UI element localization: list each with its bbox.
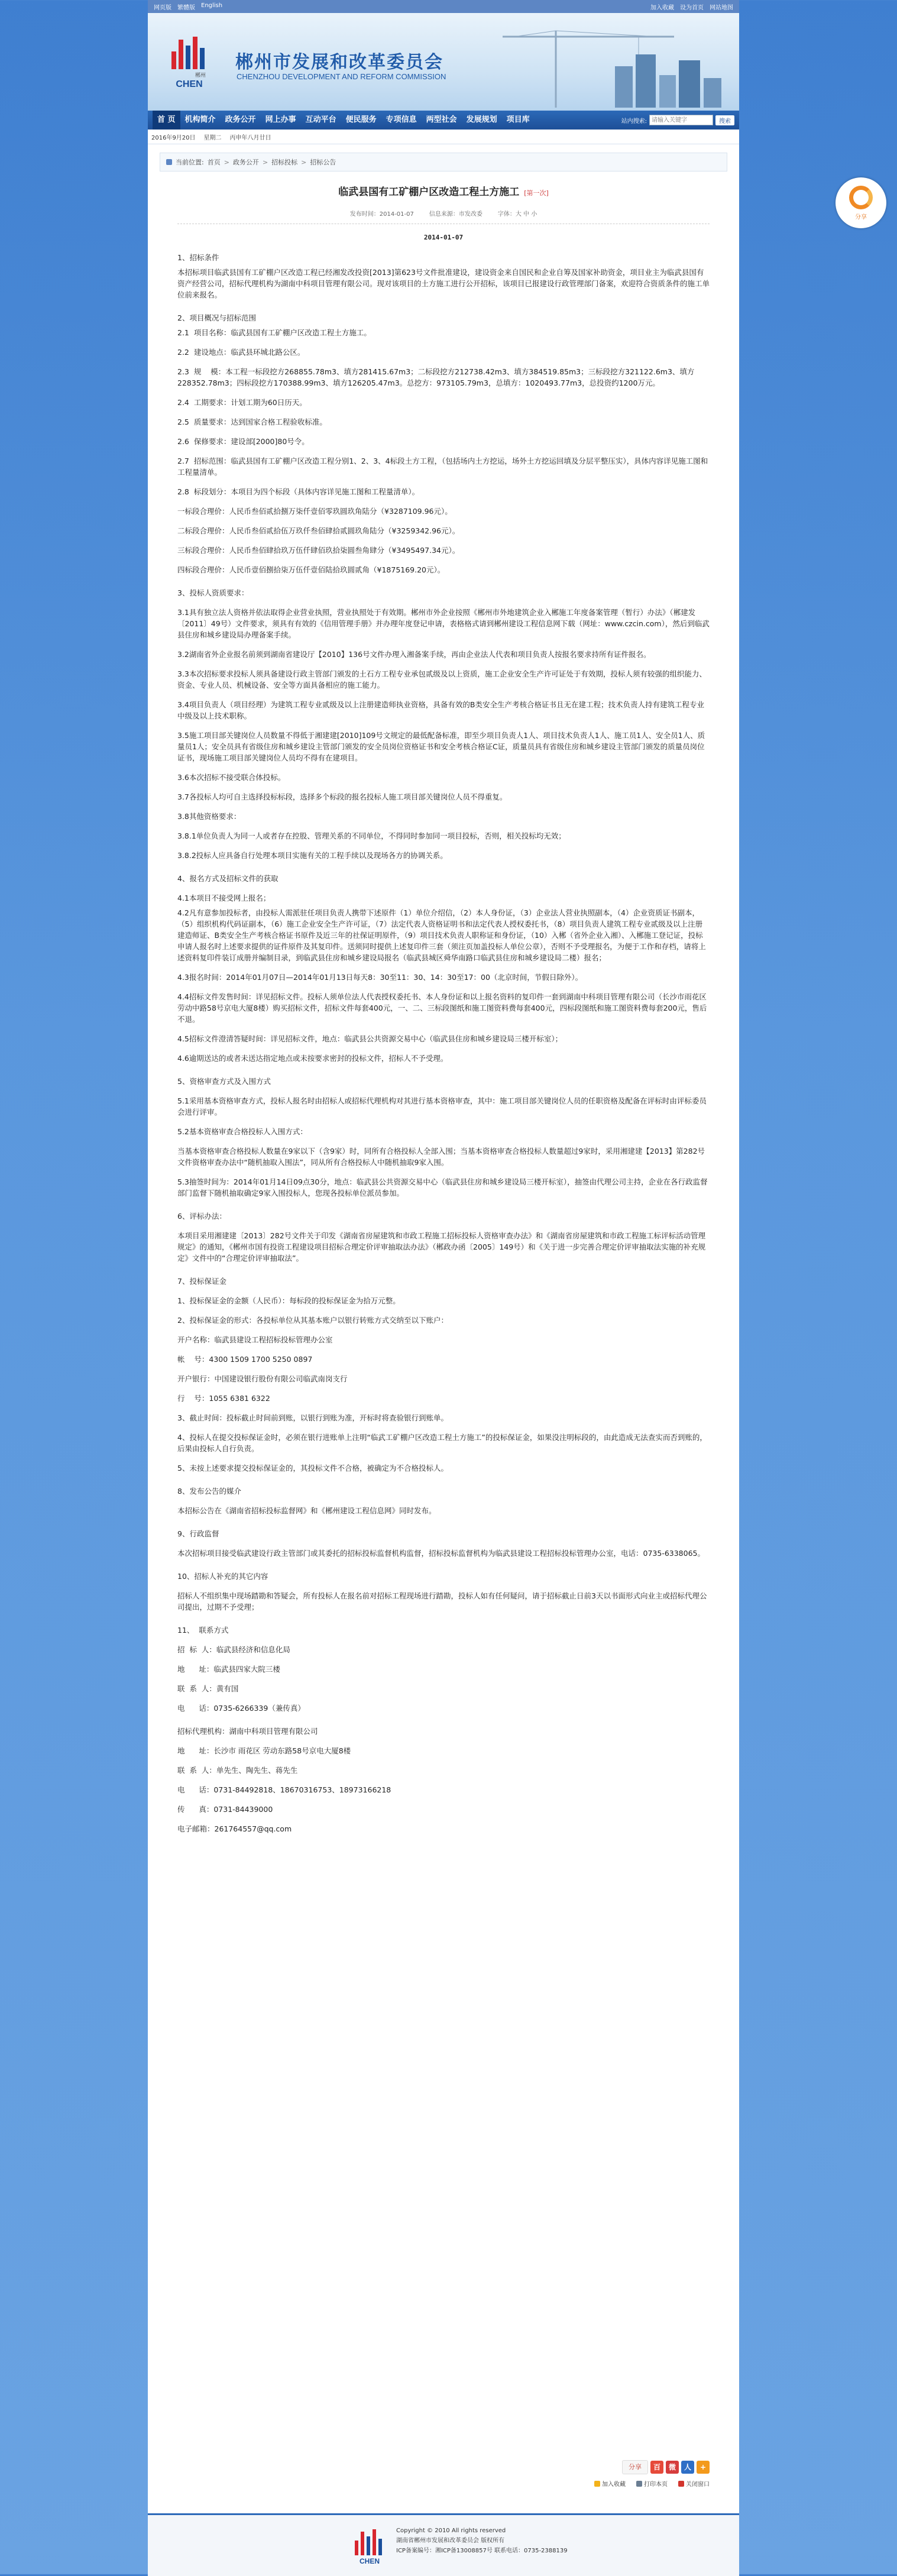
article-paragraph: 4.6逾期送达的或者未送达指定地点或未按要求密封的投标文件，招标人不予受理。 <box>177 1054 448 1063</box>
svg-text:CHEN: CHEN <box>359 2557 380 2565</box>
page-container <box>148 0 739 2574</box>
breadcrumb-separator: > <box>224 158 229 166</box>
article-paragraph: 帐 号：4300 1509 1700 5250 0897 <box>177 1355 313 1364</box>
site-logo[interactable] <box>166 37 213 90</box>
article-title <box>177 183 710 198</box>
article-paragraph: 3、投标人资质要求： <box>177 588 249 597</box>
close-window-action[interactable] <box>678 2479 710 2488</box>
article-paragraph: 9、行政监督 <box>177 1529 219 1538</box>
site-subtitle: CHENZHOU DEVELOPMENT AND REFORM COMMISSION <box>237 72 446 81</box>
renren-share-icon[interactable]: 人 <box>681 2461 694 2474</box>
article-paragraph: 本项目采用湘建建〔2013〕282号文件关于印发《湖南省房屋建筑和市政工程施工招标投标人资格审查办法》和《湖南省房屋建筑和市政工程施工标评标活动管理规定》的通知，《郴州市国有投资工程建设项目招标合理定价评审抽取法办法》（郴政办函〔2005〕149号）和《关于进一步完善合理定价评审抽取法实施的补充规定》文件中的“合理定价评审抽取法”。 <box>177 1231 706 1263</box>
breadcrumb-item[interactable]: 首页 <box>207 158 221 166</box>
nav-item-two-type-society[interactable]: 两型社会 <box>426 115 457 124</box>
article-paragraph: 4.3报名时间：2014年01月07日—2014年01月13日每天8：30至11：30、14：30至17：00（北京时间，节假日除外）。 <box>177 973 583 982</box>
footer-text <box>396 2526 568 2556</box>
add-favorite-action[interactable] <box>594 2479 626 2488</box>
article-paragraph: 3.1具有独立法人资格并依法取得企业营业执照，营业执照处于有效期。郴州市外企业按照《郴州市外地建筑企业入郴施工年度备案管理（暂行）办法》（郴建发〔2011〕49号）文件要求，须具有有效的《信用管理手册》并办理年度登记申请，表格格式请到郴州建设工程信息网下载（网址：www.czcin.com），然后到临武县住房和城乡建设局办理备案手续。 <box>177 608 710 639</box>
article-paragraph: 5、资格审查方式及入围方式 <box>177 1077 271 1086</box>
article-paragraph: 4、报名方式及招标文件的获取 <box>177 874 279 883</box>
article-paragraph: 电 话：0735-6266339（兼传真） <box>177 1704 305 1713</box>
nav-item-special-info[interactable]: 专项信息 <box>386 115 417 124</box>
floating-share-widget[interactable] <box>836 177 886 228</box>
article-paragraph: 联 系 人：单先生、陶先生、蒋先生 <box>177 1766 298 1775</box>
search-input[interactable] <box>649 115 713 125</box>
article-paragraph: 二标段合理价：人民币叁佰贰拾伍万玖仟叁佰肆拾贰圆玖角陆分（¥3259342.96元）。 <box>177 526 460 535</box>
action-label: 加入收藏 <box>602 2481 626 2488</box>
article-paragraph: 2.4 工期要求：计划工期为60日历天。 <box>177 398 307 407</box>
article-paragraph: 5.2基本资格审查合格投标人入围方式： <box>177 1127 307 1136</box>
article-paragraph: 6、评标办法： <box>177 1212 226 1221</box>
article-paragraph: 行 号：1055 6381 6322 <box>177 1394 270 1403</box>
article-paragraph: 1、投标保证金的金额（人民币）：每标段的投标保证金为拾万元整。 <box>177 1296 400 1305</box>
star-icon <box>594 2481 600 2487</box>
article-paragraph: 本次招标项目接受临武建设行政主管部门或其委托的招标投标监督机构监督，招标投标监督机构为临武县建设工程招标投标管理办公室，电话：0735-6338065。 <box>177 1549 705 1558</box>
article-paragraph: 7、投标保证金 <box>177 1277 226 1286</box>
topbar-link[interactable]: 繁體版 <box>177 4 195 11</box>
meta-date: 发布时间：2014-01-07 <box>349 211 414 218</box>
article-paragraph: 2.7 招标范围：临武县国有工矿棚户区改造工程分别1、2、3、4标段土方工程，（包括场内土方挖运，场外土方挖运回填及分层平整压实），具体内容详见施工图和工程量清单。 <box>177 457 708 477</box>
article-paragraph: 5.1采用基本资格审查方式，投标人报名时由招标人或招标代理机构对其进行基本资格审查，其中：施工项目部关键岗位人员的任职资格及配备在评标时由评标委员会进行评审。 <box>177 1096 707 1117</box>
article-meta <box>177 209 710 224</box>
weekday: 星期二 <box>203 134 222 141</box>
breadcrumb-separator: > <box>301 158 307 166</box>
share-bar <box>622 2460 710 2474</box>
footer-copyright: Copyright © 2010 All rights reserved <box>396 2528 506 2534</box>
article-paragraph: 地 址：长沙市 雨花区 劳动东路58号京电大厦8楼 <box>177 1746 351 1755</box>
article-paragraph: 2、项目概况与招标范围 <box>177 313 256 322</box>
article-paragraph: 3.5施工项目部关键岗位人员数量不得低于湘建建[2010]109号文规定的最低配备标准，即至少项目负责人1人、项目技术负责人1人、施工员1人、安全员1人、质量员1人；安全员具有省级住房和城乡建设主管部门颁发的安全员岗位资格证书和安全考核合格证C证，质量员具有省级住房和城乡建设主管部门颁发的质量员岗位证书，现场施工项目部关键岗位人员均不得有在建项目。 <box>177 731 705 762</box>
article-paragraph: 电 话：0731-84492818、18670316753、18973166218 <box>177 1785 391 1794</box>
nav-item-project-library[interactable]: 项目库 <box>506 115 530 124</box>
article-paragraph: 联 系 人：黄有国 <box>177 1684 239 1693</box>
article-paragraph: 3.2湖南省外企业报名前须到湖南省建设厅【2010】136号文件办理入湘备案手续，再由企业法人代表和项目负责人按报名要求持所有证件报名。 <box>177 650 651 659</box>
article-body <box>177 252 710 1834</box>
share-ring-icon <box>849 186 873 209</box>
article-paragraph: 3.8.1单位负责人为同一人或者存在控股、管理关系的不同单位，不得同时参加同一项目投标，否则，相关投标均无效； <box>177 831 566 840</box>
close-icon <box>678 2481 684 2487</box>
article-paragraph: 招标人不组织集中现场踏勘和答疑会，所有投标人在报名前对招标工程现场进行踏勘，投标人如有任何疑问，请于招标截止日前3天以书面形式向业主或招标代理公司提出，过期不予受理； <box>177 1591 707 1611</box>
article-paragraph: 3.7各投标人均可自主选择投标标段，选择多个标段的报名投标人施工项目部关键岗位人员不得重复。 <box>177 792 507 801</box>
logo-bars-icon <box>171 37 207 69</box>
site-search <box>621 115 739 125</box>
logo-text: CHEN <box>176 79 203 89</box>
sitemap-link[interactable]: 网站地图 <box>710 4 733 11</box>
article-container <box>160 183 727 1834</box>
article-paragraph: 3.4项目负责人（项目经理）为建筑工程专业贰级及以上注册建造师执业资格，具备有效的B类安全生产考核合格证书且无在建工程；技术负责人持有建筑工程专业中级及以上技术职称。 <box>177 700 704 720</box>
share-button[interactable]: 分享 <box>622 2460 648 2474</box>
article-paragraph: 3.8.2投标人应具备自行处理本项目实施有关的工程手续以及现场各方的协调关系。 <box>177 851 448 860</box>
article-paragraph: 2.6 保修要求：建设部[2000]80号令。 <box>177 437 309 446</box>
topbar-link[interactable]: English <box>201 2 223 9</box>
top-strip <box>148 0 739 13</box>
banner-skyline-image <box>479 19 727 108</box>
article-paragraph: 3、截止时间：投标截止时间前到账，以银行到账为准，开标时将查验银行到账单。 <box>177 1413 448 1422</box>
article-paragraph: 三标段合理价：人民币叁佰肆拾玖万伍仟肆佰玖拾柒圆叁角肆分（¥3495497.34元）。 <box>177 546 460 555</box>
nav-item-home[interactable]: 首 页 <box>153 111 180 130</box>
baidu-share-icon[interactable]: 百 <box>650 2461 663 2474</box>
article-paragraph: 四标段合理价：人民币壹佰捌拾柒万伍仟壹佰陆拾玖圆贰角（¥1875169.20元）。 <box>177 565 445 574</box>
article-paragraph: 5、未按上述要求提交投标保证金的，其投标文件不合格，被确定为不合格投标人。 <box>177 1464 448 1473</box>
article-paragraph: 4.4招标文件发售时间：详见招标文件。投标人须单位法人代表授权委托书、本人身份证和以上报名资料的复印件一套到湖南中科项目管理有限公司（长沙市雨花区劳动中路58号京电大厦8楼）购买招标文件，招标文件每套400元，一、二、三标段图纸和施工图资料费每套400元，四标段图纸和施工图资料费每套200元，售后不退。 <box>177 992 707 1024</box>
action-label: 打印本页 <box>644 2481 668 2488</box>
page-actions <box>594 2479 710 2488</box>
article-title-tag: [第一次] <box>524 189 549 197</box>
set-homepage-link[interactable]: 设为首页 <box>680 4 704 11</box>
article-paragraph: 传 真：0731-84439000 <box>177 1805 273 1814</box>
main-nav <box>148 111 739 130</box>
weibo-share-icon[interactable]: 微 <box>666 2461 679 2474</box>
article-paragraph: 3.3本次招标要求投标人须具备建设行政主管部门颁发的土石方工程专业承包贰级及以上资质，施工企业安全生产许可证处于有效期，投标人须有较强的组织能力、资金、专业人员、机械设备、安全等方面具备相应的施工能力。 <box>177 669 707 690</box>
publish-date: 2014-01-07 <box>423 234 464 241</box>
breadcrumb-separator: > <box>262 158 268 166</box>
breadcrumb <box>160 153 727 171</box>
article-paragraph: 4.5招标文件澄清答疑时间：详见招标文件，地点：临武县公共资源交易中心（临武县住房和城乡建设局三楼开标室）； <box>177 1034 563 1043</box>
site-title: 郴州市发展和改革委员会 <box>235 52 443 73</box>
action-label: 关闭窗口 <box>686 2481 710 2488</box>
article-paragraph: 2、投标保证金的形式：各投标单位从其基本账户以银行转账方式交纳至以下账户： <box>177 1316 448 1325</box>
nav-item-development-plan[interactable]: 发展规划 <box>466 115 497 124</box>
article-paragraph: 8、发布公告的媒介 <box>177 1487 241 1496</box>
nav-item-public-service[interactable]: 便民服务 <box>345 115 377 124</box>
current-date: 2016年9月20日 <box>151 134 196 141</box>
article-paragraph: 开户名称：临武县建设工程招标投标管理办公室 <box>177 1335 333 1344</box>
nav-item-interaction[interactable]: 互动平台 <box>305 115 336 124</box>
add-favorite-link[interactable]: 加入收藏 <box>650 4 674 11</box>
more-share-icon[interactable]: + <box>697 2461 710 2474</box>
article-paragraph: 招标代理机构：湖南中科项目管理有限公司 <box>177 1727 318 1736</box>
search-label: 站内搜索: <box>621 118 647 125</box>
topbar-link[interactable]: 网页版 <box>154 4 171 11</box>
breadcrumb-item[interactable]: 招标公告 <box>310 158 336 166</box>
nav-item-online-service[interactable]: 网上办事 <box>265 115 296 124</box>
article-paragraph: 2.5 质量要求：达到国家合格工程验收标准。 <box>177 418 327 426</box>
article-paragraph: 电子邮箱：261764557@qq.com <box>177 1824 292 1833</box>
footer-logo <box>349 2526 390 2567</box>
lunar-date: 丙申年八月廿日 <box>229 134 271 141</box>
nav-item-about[interactable]: 机构简介 <box>184 115 216 124</box>
article-paragraph: 2.2 建设地点：临武县环城北路公区。 <box>177 348 305 357</box>
article-paragraph: 4.1本项目不接受网上报名； <box>177 894 271 902</box>
header-banner <box>148 13 739 111</box>
meta-source: 信息来源：市发改委 <box>429 211 482 218</box>
article-paragraph: 2.3 规 模：本工程一标段挖方268855.78m3、填方281415.67m3；二标段挖方212738.42m3、填方384519.85m3；三标段挖方321122.6m3、填方228352.78m3；四标段挖方170388.99m3、填方126205.47m3。总挖方：973105.79m3，总填方：1020493.77m3，总投资约1200万元。 <box>177 367 695 387</box>
home-icon <box>166 159 172 165</box>
article-paragraph: 11、 联系方式 <box>177 1626 229 1635</box>
article-paragraph: 2.1 项目名称：临武县国有工矿棚户区改造工程土方施工。 <box>177 328 371 337</box>
article-paragraph: 本招标项目临武县国有工矿棚户区改造工程已经湘发改投资[2013]第623号文件批准建设，建设资金来自国民和企业自筹及国家补助资金，项目业主为临武县国有资产经营公司，招标代理机构为湖南中科项目管理有限公司。现对该项目的土方施工进行公开招标，该项目已报建设行政管理部门备案，欢迎符合资质条件的施工单位前来报名。 <box>177 268 710 299</box>
article-paragraph: 5.3抽签时间为：2014年01月14日09点30分，地点：临武县公共资源交易中心（临武县住房和城乡建设局三楼开标室），抽签由代理公司主持，企业在各行政监督部门监督下随机抽取确定9家入围投标人，您现各投标单位派员参加。 <box>177 1177 708 1198</box>
footer <box>148 2513 739 2576</box>
print-action[interactable] <box>636 2479 668 2488</box>
article-paragraph: 本招标公告在《湖南省招标投标监督网》和《郴州建设工程信息网》同时发布。 <box>177 1506 436 1515</box>
article-paragraph: 地 址：临武县四家大院三楼 <box>177 1665 280 1674</box>
article-paragraph: 3.6本次招标不接受联合体投标。 <box>177 773 286 782</box>
search-button[interactable]: 搜索 <box>715 115 734 125</box>
breadcrumb-item[interactable]: 政务公开 <box>232 158 259 166</box>
logo-small-text: 郴州 <box>195 73 206 79</box>
article-paragraph: 1、招标条件 <box>177 253 219 262</box>
article-paragraph: 招 标 人：临武县经济和信息化局 <box>177 1645 290 1654</box>
footer-owner: 湖南省郴州市发展和改革委员会 版权所有 <box>396 2538 505 2544</box>
article-paragraph: 10、招标人补充的其它内容 <box>177 1572 268 1581</box>
breadcrumb-item[interactable]: 招标投标 <box>271 158 298 166</box>
article-paragraph: 当基本资格审查合格投标人数量在9家以下（含9家）时，同所有合格投标人全部入围；当基本资格审查合格投标人数量超过9家时，采用湘建建【2013】第282号文件资格审查办法中“随机抽取入围法”，同从所有合格投标人中随机抽取9家入围。 <box>177 1147 705 1167</box>
article-paragraph: 开户银行：中国建设银行股份有限公司临武南岗支行 <box>177 1374 348 1383</box>
floating-share-label: 分享 <box>855 213 867 221</box>
article-title-text: 临武县国有工矿棚户区改造工程土方施工 <box>338 186 520 198</box>
article-paragraph: 4.2凡有意参加投标者，由投标人需派驻任项目负责人携带下述原件（1）单位介绍信，（2）本人身份证，（3）企业法人营业执照副本，（4）企业资质证书副本，（5）组织机构代码证副本，（6）施工企业安全生产许可证，（7）法定代表人资格证明书和法定代表人授权委托书，（8）项目负责人建筑工程专业贰级及以上注册建造师证、B类安全生产考核合格证书原件及近三年的社保证明原件，（9）项目技术负责人职称证和身份证，（10）入郴（省外企业入湘）、入郴施工登记证，投标申请人报名时上述要求提供的证件原件及其复印件。送须同时提供上述复印件三套（须注页加盖投标人单位公章），否则不予受理报名，为便于工作和存档，请将上述资料复印件装订成册并编制目录，到临武县住房和城乡建设局报名（临武县城区舜华南路口临武县住房和城乡建设局二楼）报名； <box>177 908 706 962</box>
footer-icp: ICP备案编号：湘ICP备13008857号 联系电话：0735-2388139 <box>396 2548 568 2554</box>
article-paragraph: 3.8其他资格要求： <box>177 812 241 821</box>
breadcrumb-prefix: 当前位置: <box>176 158 204 166</box>
date-bar <box>148 130 739 144</box>
printer-icon <box>636 2481 642 2487</box>
article-paragraph: 2.8 标段划分：本项目为四个标段（具体内容详见施工图和工程量清单）。 <box>177 487 420 496</box>
article-paragraph: 4、投标人在提交投标保证金时，必须在银行进账单上注明“临武工矿棚户区改造工程土方施工”的投标保证金，如果没注明标段的，由此造成无法查实而否到账的，后果由投标人自行负责。 <box>177 1433 707 1453</box>
article-paragraph: 一标段合理价：人民币叁佰贰拾捌万柒仟壹佰零玖圆玖角陆分（¥3287109.96元）。 <box>177 507 452 516</box>
font-size-switch[interactable]: 字体：大 中 小 <box>497 211 537 218</box>
nav-item-gov-affairs[interactable]: 政务公开 <box>225 115 256 124</box>
